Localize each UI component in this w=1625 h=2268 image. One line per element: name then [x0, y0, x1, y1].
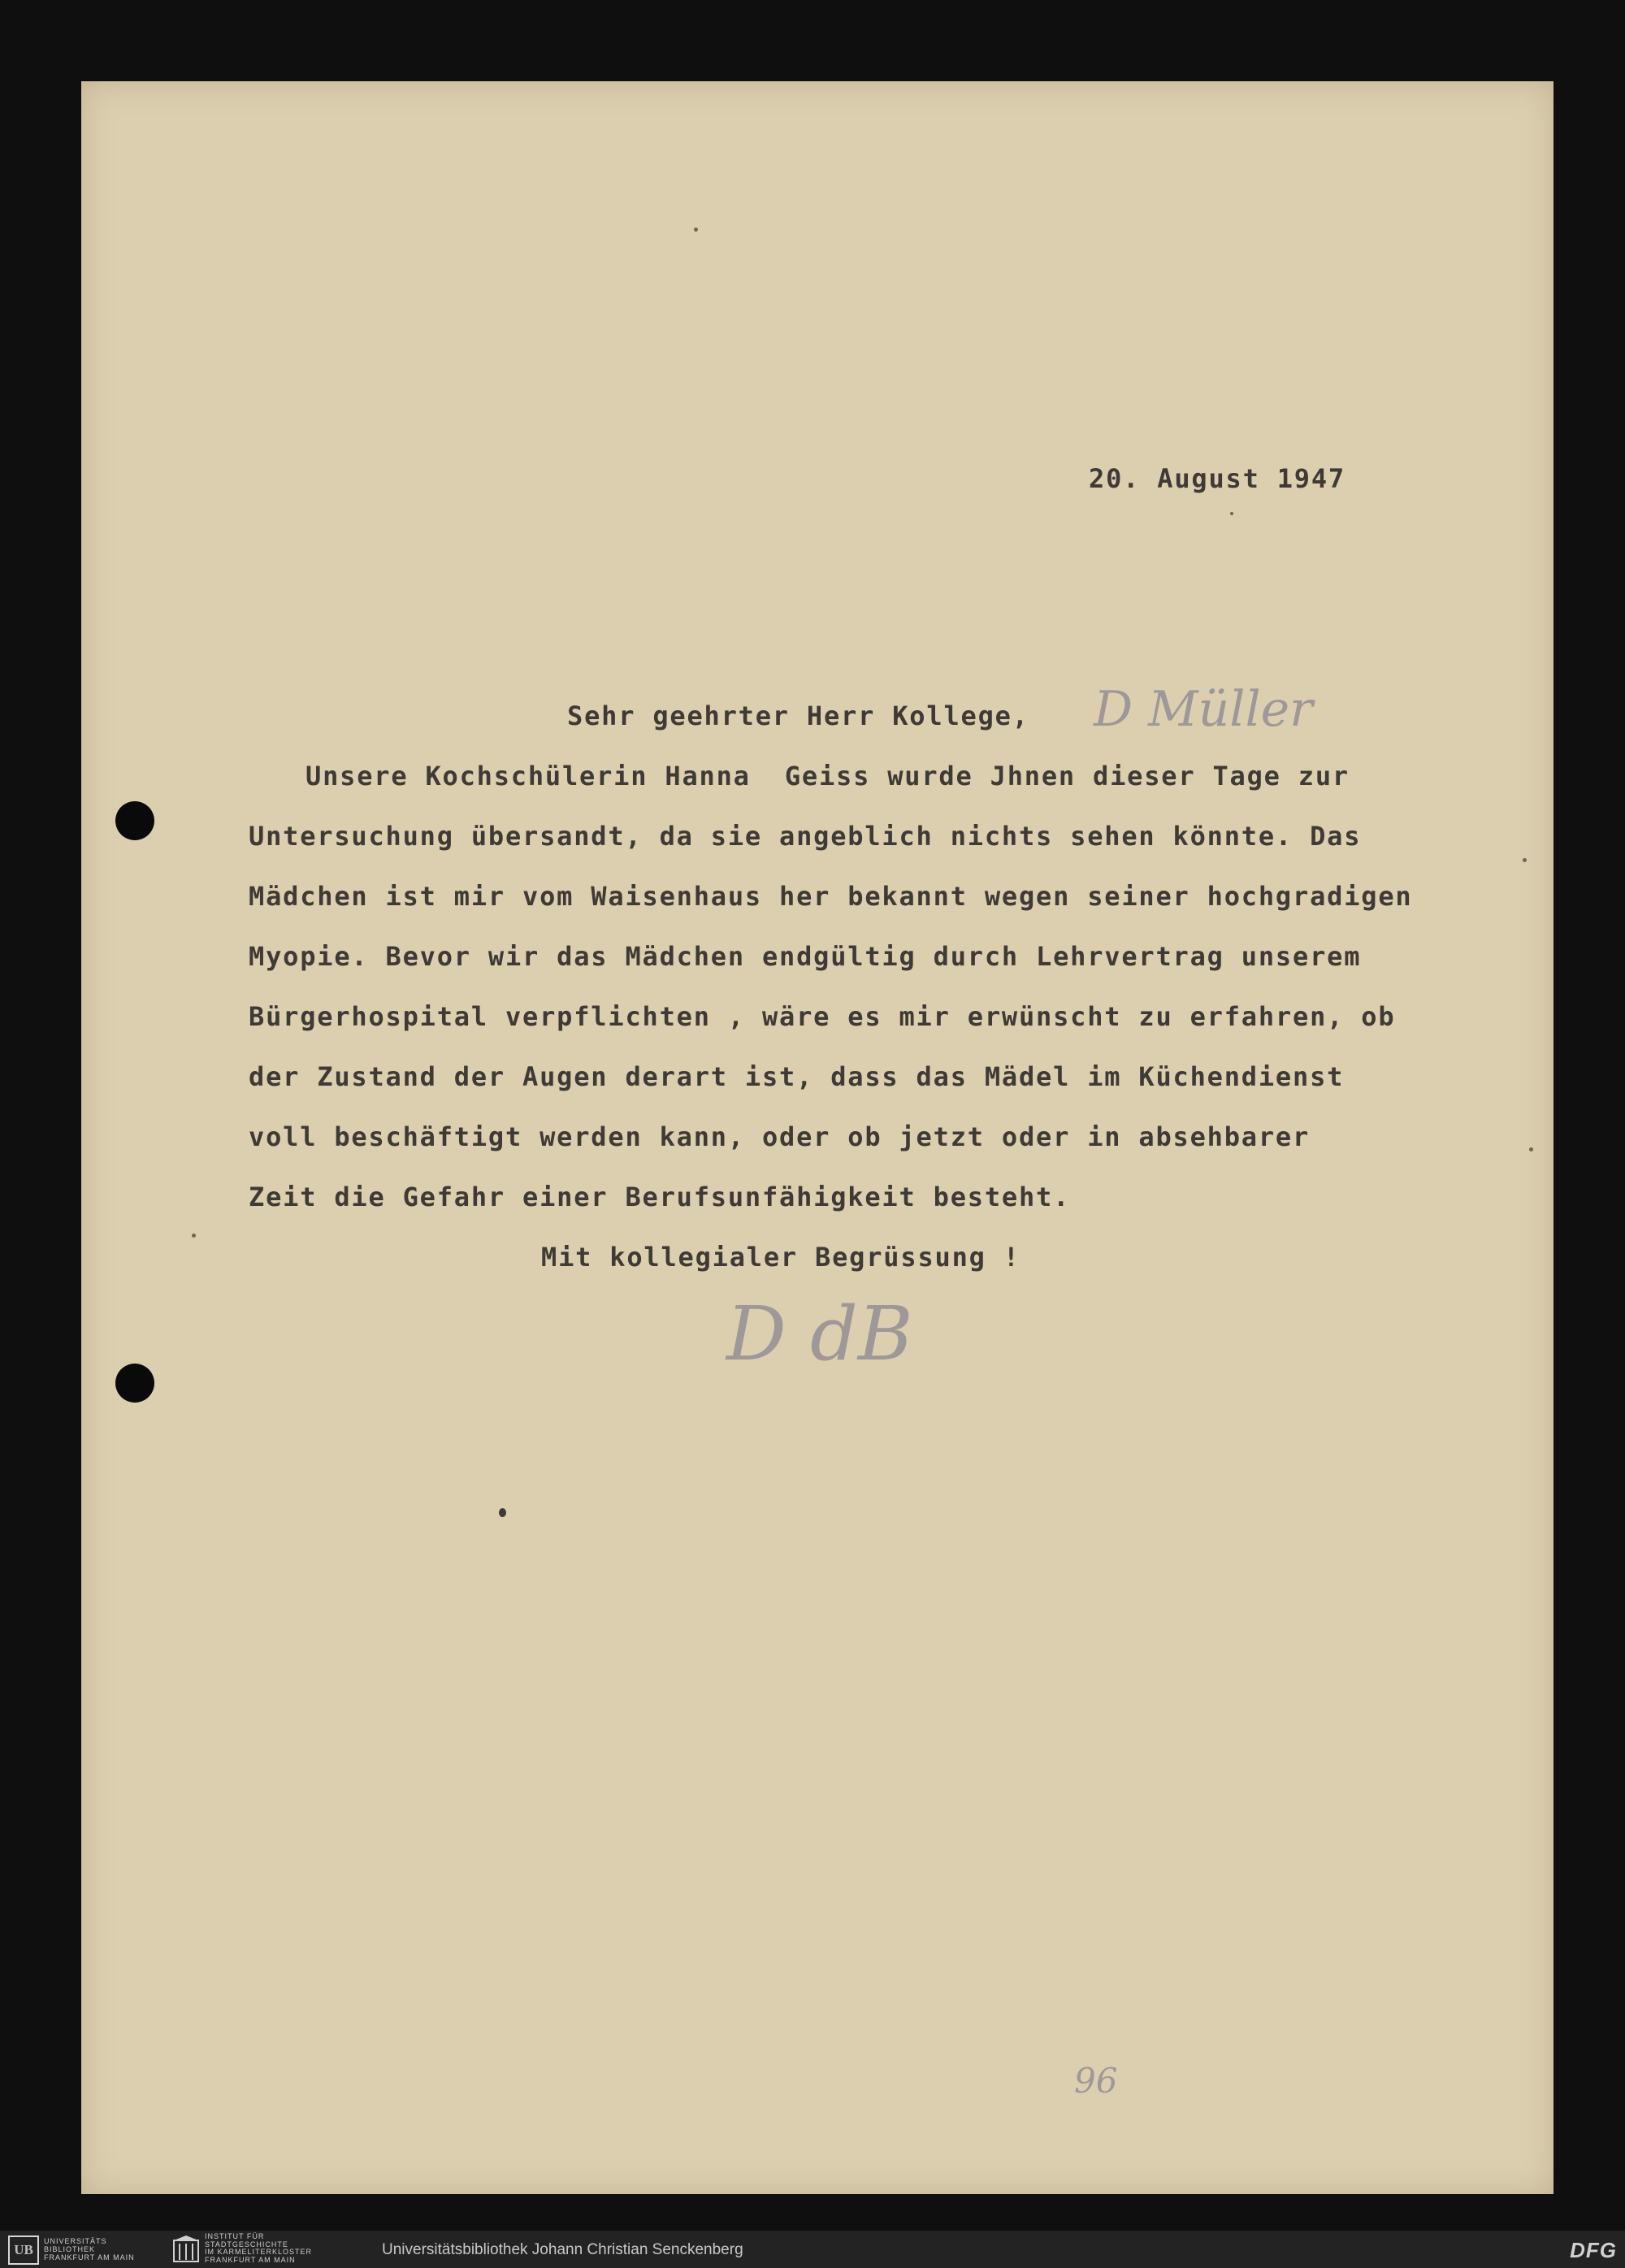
paper-speck	[499, 1508, 506, 1517]
handwritten-initials: D dB	[726, 1290, 913, 1377]
paper-speck	[192, 1234, 196, 1238]
ub-logo: UB	[8, 2235, 39, 2265]
page-number: 96	[1074, 2061, 1118, 2101]
letter-closing: Mit kollegialer Begrüssung !	[541, 1242, 1020, 1273]
dfg-logo: DFG	[1570, 2238, 1617, 2262]
letter-date: 20. August 1947	[1089, 463, 1346, 494]
body-line-8: Zeit die Gefahr einer Berufsunfähigkeit besteht.	[249, 1182, 1071, 1212]
body-line-3: Mädchen ist mir vom Waisenhaus her bekannt wegen seiner hochgradigen	[249, 881, 1413, 912]
paper-speck	[1529, 1147, 1533, 1151]
paper-speck	[1230, 512, 1233, 515]
footer-bar	[0, 2231, 1625, 2268]
body-line-2: Untersuchung übersandt, da sie angeblich nichts sehen könnte. Das	[249, 821, 1362, 852]
ub-logo-text: UNIVERSITÄTS BIBLIOTHEK FRANKFURT AM MAIN	[44, 2237, 135, 2261]
paper-speck	[1523, 858, 1527, 862]
paper-speck	[694, 228, 698, 232]
body-line-6: der Zustand der Augen derart ist, dass das Mädel im Küchendienst	[249, 1061, 1345, 1092]
body-line-1: Unsere Kochschülerin Hanna Geiss wurde Jhnen dieser Tage zur	[306, 761, 1350, 791]
body-line-5: Bürgerhospital verpflichten , wäre es mir erwünscht zu erfahren, ob	[249, 1001, 1396, 1032]
letter-page	[81, 81, 1554, 2194]
letter-salutation: Sehr geehrter Herr Kollege,	[567, 700, 1029, 731]
handwritten-name: D Müller	[1094, 681, 1313, 738]
footer-library-name: Universitätsbibliothek Johann Christian Senckenberg	[382, 2241, 743, 2258]
body-line-7: voll beschäftigt werden kann, oder ob jetzt oder in absehbarer	[249, 1121, 1311, 1152]
punch-hole-top	[115, 801, 154, 840]
institut-logo-text: INSTITUT FÜR STADTGESCHICHTE IM KARMELITERKLOSTER FRANKFURT AM MAIN	[205, 2232, 313, 2264]
body-line-4: Myopie. Bevor wir das Mädchen endgültig durch Lehrvertrag unserem	[249, 941, 1362, 972]
institut-icon	[172, 2235, 200, 2263]
punch-hole-bottom	[115, 1364, 154, 1403]
